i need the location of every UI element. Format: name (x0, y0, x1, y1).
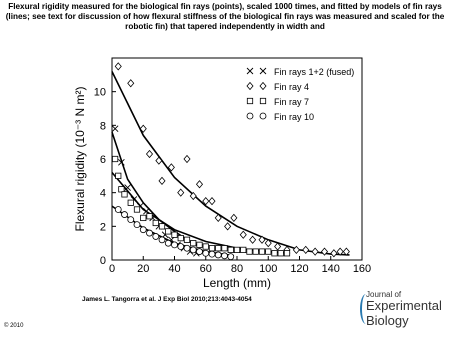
data-point-series-3 (203, 244, 208, 249)
fit-lines (112, 72, 350, 256)
data-point-series-3 (209, 246, 214, 251)
data-point-series-3 (178, 235, 183, 240)
legend (247, 67, 354, 122)
data-point-series-4 (178, 244, 184, 250)
legend-marker-series-1 (260, 68, 266, 74)
legend-marker-series-1 (247, 68, 253, 74)
data-point-series-3 (159, 224, 164, 229)
data-point-series-3 (153, 220, 158, 225)
y-tick-label: 2 (99, 221, 106, 234)
x-tick-label: 120 (290, 263, 309, 275)
data-point-series-2 (225, 223, 231, 230)
data-point-series-4 (209, 251, 215, 257)
y-tick-label: 10 (93, 86, 106, 99)
data-point-series-4 (147, 230, 153, 236)
data-point-series-4 (128, 217, 134, 223)
data-point-series-4 (215, 252, 221, 258)
x-tick-label: 160 (352, 263, 372, 275)
data-point-series-4 (115, 207, 121, 213)
data-point-series-4 (203, 250, 209, 256)
fit-line-series-2 (112, 72, 350, 255)
data-point-series-4 (165, 240, 171, 246)
data-point-series-4 (197, 249, 203, 255)
data-point-series-3 (247, 249, 252, 254)
legend-marker-series-3 (260, 98, 265, 103)
data-point-series-3 (278, 251, 283, 256)
data-point-series-2 (128, 80, 134, 87)
legend-label-series-2: Fin ray 4 (274, 82, 310, 92)
logo-line-2: Experimental (366, 298, 442, 313)
data-point-series-3 (172, 232, 177, 237)
legend-label-series-3: Fin ray 7 (274, 97, 310, 107)
journal-logo (360, 290, 442, 334)
data-point-series-3 (234, 247, 239, 252)
data-point-series-3 (141, 215, 146, 220)
data-point-series-3 (272, 251, 277, 256)
y-axis-label: Flexural rigidity (10⁻³ N m²) (73, 86, 87, 232)
data-point-series-2 (147, 150, 153, 157)
data-point-series-2 (159, 177, 165, 184)
data-point-series-4 (159, 237, 165, 243)
data-point-series-3 (116, 173, 121, 178)
data-point-series-3 (166, 229, 171, 234)
data-point-series-2 (209, 198, 215, 205)
data-point-series-2 (231, 214, 237, 221)
data-point-series-3 (241, 247, 246, 252)
data-point-series-3 (147, 214, 152, 219)
data-point-series-3 (216, 246, 221, 251)
logo-line-3: Biology (366, 313, 409, 328)
data-point-series-3 (128, 200, 133, 205)
data-point-series-2 (303, 246, 309, 253)
data-point-series-4 (153, 233, 159, 239)
data-point-series-1 (112, 126, 118, 132)
data-point-series-3 (191, 240, 196, 245)
data-point-series-3 (284, 251, 289, 256)
data-point-series-3 (253, 249, 258, 254)
data-point-series-4 (140, 227, 146, 233)
citation: James L. Tangorra et al. J Exp Biol 2010;213:4043-4054 (82, 296, 252, 303)
data-point-series-3 (259, 249, 264, 254)
x-axis-label: Length (mm) (202, 276, 272, 290)
data-point-series-2 (331, 250, 337, 257)
x-tick-label: 80 (230, 263, 244, 275)
data-point-series-2 (197, 181, 203, 188)
data-point-series-2 (240, 231, 246, 238)
legend-marker-series-3 (247, 98, 252, 103)
data-point-series-3 (197, 242, 202, 247)
x-tick-label: 40 (168, 263, 181, 275)
y-tick-label: 6 (99, 154, 106, 166)
data-point-series-3 (266, 249, 271, 254)
x-tick-label: 20 (137, 263, 150, 275)
y-tick-label: 4 (99, 187, 106, 200)
data-point-series-2 (178, 189, 184, 196)
axes (73, 86, 371, 290)
legend-marker-series-2 (260, 83, 266, 90)
data-point-series-3 (222, 246, 227, 251)
copyright: © 2010 (4, 323, 24, 329)
data-point-series-2 (184, 156, 190, 163)
data-point-series-3 (134, 207, 139, 212)
data-point-series-4 (122, 212, 128, 218)
data-point-series-4 (172, 242, 178, 248)
data-point-series-2 (312, 248, 318, 255)
x-tick-label: 0 (108, 263, 116, 275)
legend-label-series-1: Fin rays 1+2 (fused) (274, 67, 355, 77)
legend-marker-series-4 (247, 113, 253, 119)
legend-marker-series-2 (247, 83, 253, 90)
logo-line-1: Journal of (366, 290, 402, 299)
data-point-series-3 (122, 192, 127, 197)
data-point-series-3 (184, 237, 189, 242)
data-point-series-2 (115, 63, 121, 70)
legend-marker-series-4 (260, 113, 266, 119)
y-tick-label: 8 (99, 120, 106, 133)
data-point-series-4 (228, 254, 234, 260)
data-point-series-4 (184, 245, 190, 251)
data-point-series-3 (228, 247, 233, 252)
x-tick-label: 140 (321, 263, 340, 275)
legend-label-series-4: Fin ray 10 (274, 112, 315, 122)
data-point-series-4 (222, 253, 228, 259)
data-point-series-4 (134, 222, 140, 228)
x-tick-label: 100 (259, 263, 278, 275)
data-point-series-3 (119, 187, 124, 192)
data-point-series-4 (190, 247, 196, 253)
y-tick-label: 0 (99, 255, 106, 267)
x-tick-label: 60 (199, 263, 212, 275)
data-point-series-2 (250, 236, 256, 243)
data-point-series-3 (112, 156, 117, 161)
figure-title: Flexural rigidity measured for the biological fin rays (points), scaled 1000 times, and fitted by models of fin rays (lines; see text for discussion of how flexural stiffness of the biological fin rays was measured and scaled for the robotic fin) that tapered independently in width and (5, 2, 445, 31)
